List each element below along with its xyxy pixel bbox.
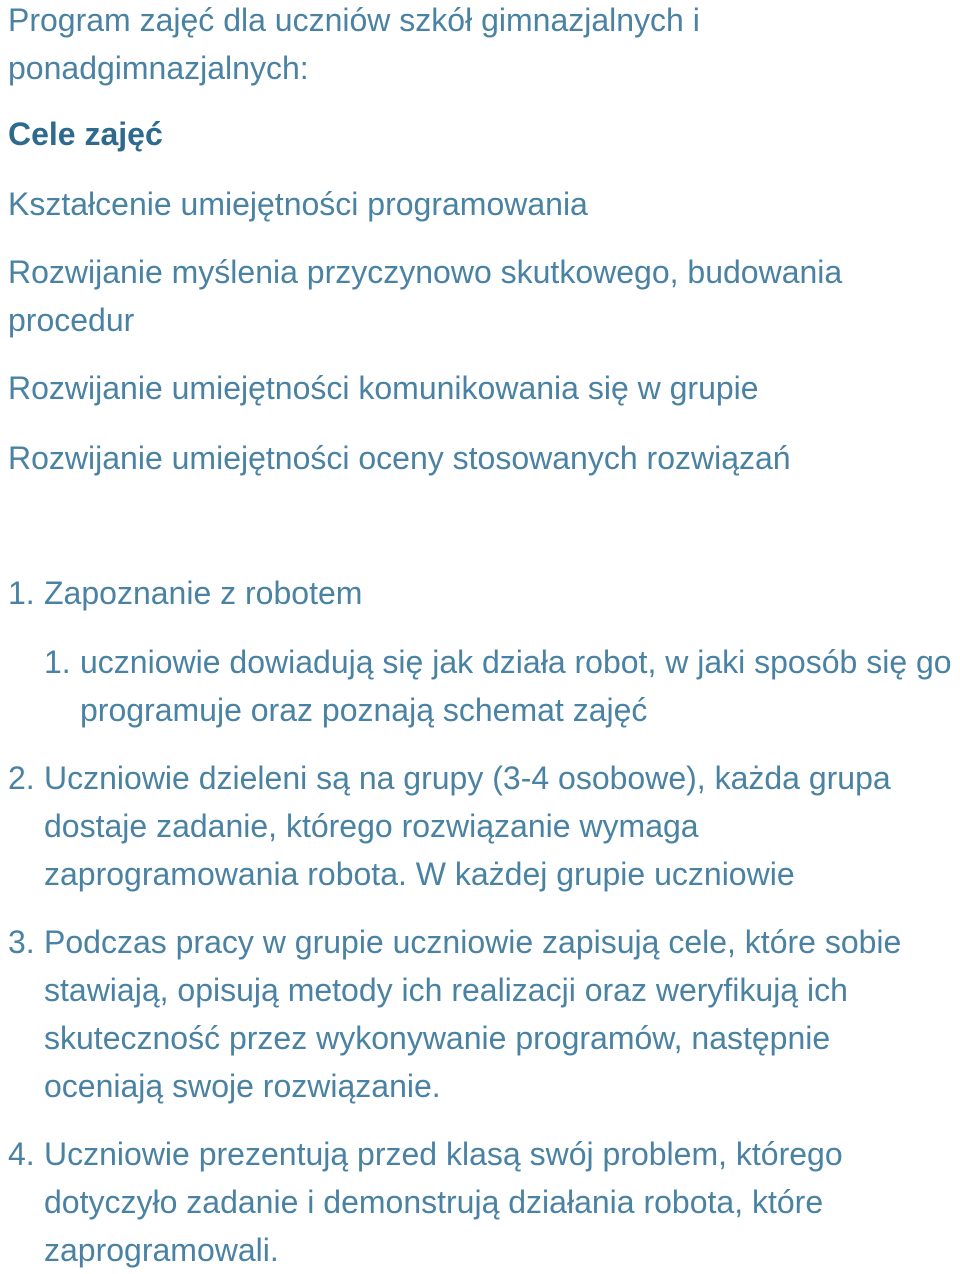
step-text: Podczas pracy w grupie uczniowie zapisują cele, które sobie stawiają, opisują metody ich realizacji oraz weryfikują ich skuteczność przez wykonywanie programów, następnie oceniają swoje rozwiązanie. [44, 924, 902, 1104]
step-item [8, 918, 948, 1110]
sub-list-item [44, 638, 960, 734]
goals-title: Cele zajęć [8, 116, 163, 152]
sub-item-text: uczniowie dowiadują się jak działa robot, w jaki sposób się go programuje oraz poznają schemat zajęć [80, 644, 952, 728]
section-item [8, 569, 948, 617]
step-item [8, 754, 948, 898]
sub-item-number: 1. [44, 644, 71, 680]
step-number: 4. [8, 1136, 35, 1172]
goal-item: Rozwijanie umiejętności komunikowania się w grupie [8, 370, 759, 406]
step-number: 3. [8, 924, 35, 960]
step-item [8, 1130, 948, 1274]
step-text: Uczniowie prezentują przed klasą swój problem, którego dotyczyło zadanie i demonstrują działania robota, które zaprogramowali. [44, 1136, 843, 1268]
section-title: Zapoznanie z robotem [44, 575, 363, 611]
step-text: Uczniowie dzieleni są na grupy (3-4 osobowe), każda grupa dostaje zadanie, którego rozwiązanie wymaga zaprogramowania robota. W każdej grupie uczniowie [44, 760, 891, 892]
document-heading: Program zajęć dla uczniów szkół gimnazjalnych i ponadgimnazjalnych: [8, 2, 700, 86]
section-number: 1. [8, 575, 35, 611]
goal-item: Rozwijanie myślenia przyczynowo skutkowego, budowania procedur [8, 254, 843, 338]
step-number: 2. [8, 760, 35, 796]
goal-item: Rozwijanie umiejętności oceny stosowanych rozwiązań [8, 440, 791, 476]
goal-item: Kształcenie umiejętności programowania [8, 186, 588, 222]
